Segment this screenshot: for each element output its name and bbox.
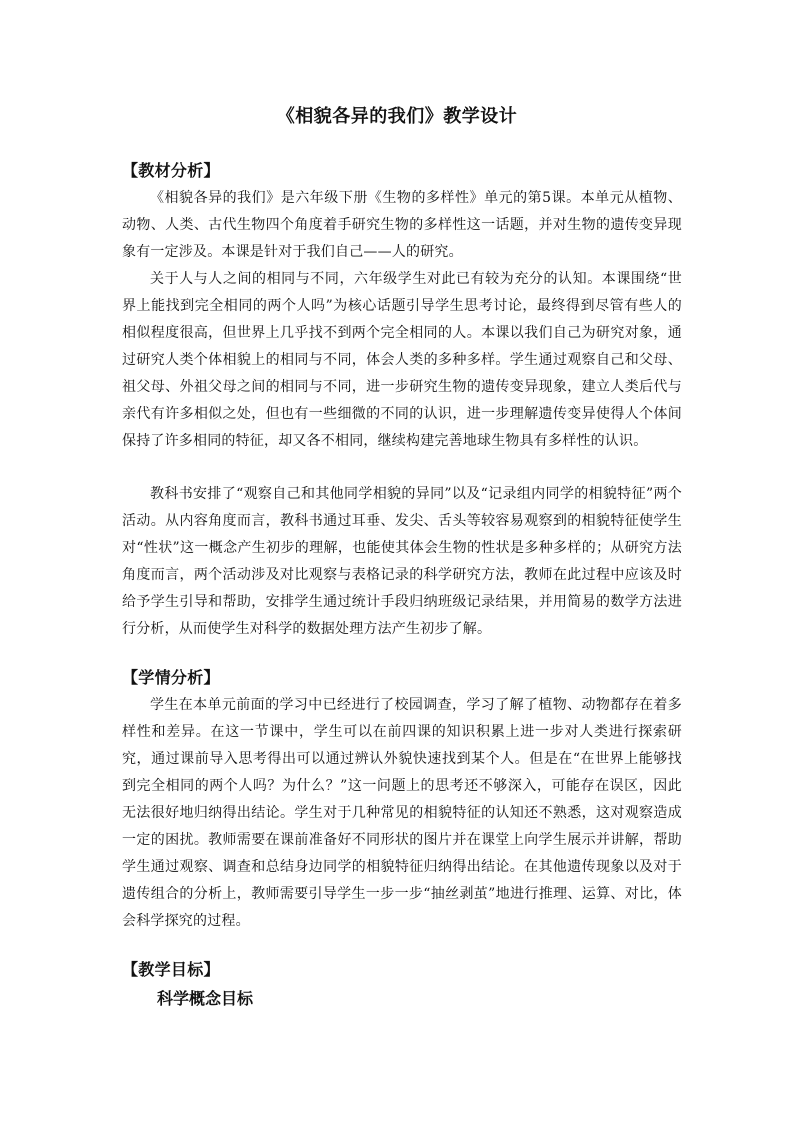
subheading-science-concept-goals: 科学概念目标 <box>157 989 254 1008</box>
section-heading-teaching-goals: 【教学目标】 <box>122 960 220 979</box>
document-title: 《相貌各异的我们》教学设计 <box>276 106 518 127</box>
paragraph-textbook-analysis-2: 关于人与人之间的相同与不同，六年级学生对此已有较为充分的认知。本课围绕“世界上能找到完全相同的两个人吗”为核心话题引导学生思考讨论，最终得到尽管有些人的相似程度很高，但世界上几乎找不到两个完全相同的人。本课以我们自己为研究对象，通过研究人类个体相貌上的相同与不同，体会人类的多种多样。学生通过观察自己和父母、祖父母、外祖父母之间的相同与不同，进一步研究生物的遗传变异现象，建立人类后代与亲代有许多相似之处，但也有一些细微的不同的认识，进一步理解遗传变异使得人个体间保持了许多相同的特征，却又各不相同，继续构建完善地球生物具有多样性的认识。 <box>122 271 682 449</box>
paragraph-textbook-analysis-1: 《相貌各异的我们》是六年级下册《生物的多样性》单元的第5课。本单元从植物、动物、人类、古代生物四个角度着手研究生物的多样性这一话题，并对生物的遗传变异现象有一定涉及。本课是针对于我们自己——人的研究。 <box>122 190 682 260</box>
paragraph-student-analysis-1: 学生在本单元前面的学习中已经进行了校园调查，学习了解了植物、动物都存在着多样性和差异。在这一节课中，学生可以在前四课的知识积累上进一步对人类进行探索研究，通过课前导入思考得出可以通过辨认外貌快速找到某个人。但是在“在世界上能够找到完全相同的两个人吗？为什么？”这一问题上的思考还不够深入，可能存在误区，因此无法很好地归纳得出结论。学生对于几种常见的相貌特征的认知还不熟悉，这对观察造成一定的困扰。教师需要在课前准备好不同形状的图片并在课堂上向学生展示并讲解，帮助学生通过观察、调查和总结身边同学的相貌特征归纳得出结论。在其他遗传现象以及对于遗传组合的分析上，教师需要引导学生一步一步“抽丝剥茧”地进行推理、运算、对比，体会科学探究的过程。 <box>122 697 682 929</box>
section-heading-student-analysis: 【学情分析】 <box>122 668 220 687</box>
section-heading-textbook-analysis: 【教材分析】 <box>122 161 220 180</box>
paragraph-textbook-analysis-3: 教科书安排了“观察自己和其他同学相貌的异同”以及“记录组内同学的相貌特征”两个活动。从内容角度而言，教科书通过耳垂、发尖、舌头等较容易观察到的相貌特征使学生对“性状”这一概念产生初步的理解，也能使其体会生物的性状是多种多样的；从研究方法角度而言，两个活动涉及对比观察与表格记录的科学研究方法，教师在此过程中应该及时给予学生引导和帮助，安排学生通过统计手段归纳班级记录结果，并用简易的数学方法进行分析，从而使学生对科学的数据处理方法产生初步了解。 <box>122 486 682 637</box>
